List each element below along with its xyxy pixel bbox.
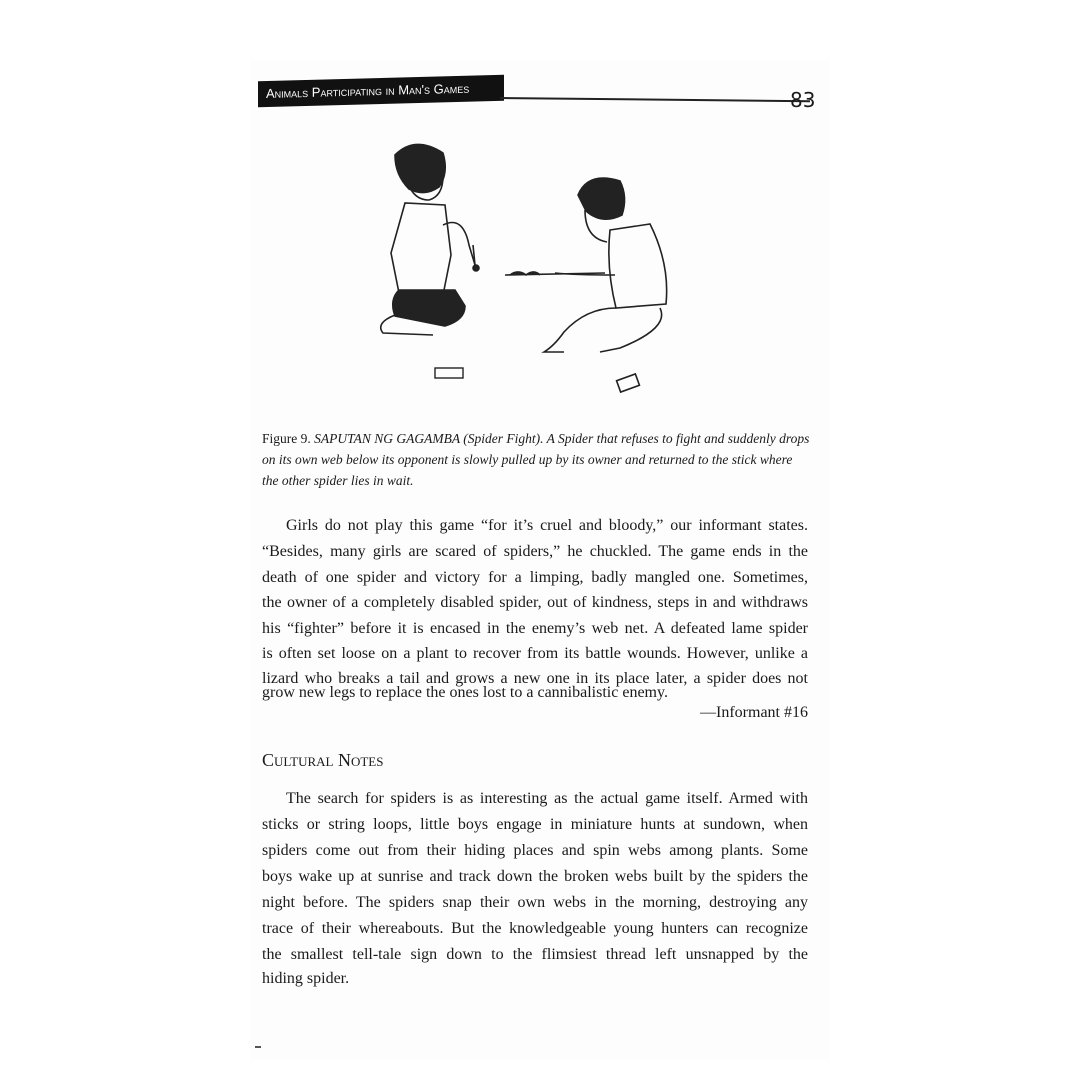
paragraph-line: the owner of a completely disabled spider, out of kindness, steps in and withdraws	[262, 594, 808, 611]
informant-attribution: —Informant #16	[700, 704, 808, 721]
paragraph-line: his “fighter” before it is encased in the enemy’s web net. A defeated lame spider	[262, 620, 808, 637]
figure-caption-text: SAPUTAN NG GAGAMBA (Spider Fight). A Spider that refuses to fight and suddenly drops on its own web below its opponent is slowly pulled up by its owner and returned to the stick where the other spider lies in wait.	[262, 431, 810, 488]
spider-fight-illustration	[360, 125, 710, 395]
margin-mark	[255, 1046, 261, 1048]
paragraph-line: death of one spider and victory for a limping, badly mangled one. Sometimes,	[262, 569, 808, 586]
paragraph-line: grow new legs to replace the ones lost to a cannibalistic enemy.	[262, 684, 668, 701]
paragraph-line: trace of their whereabouts. But the knowledgeable young hunters can recognize	[262, 920, 808, 937]
paragraph-line: Girls do not play this game “for it’s cruel and bloody,” our informant states.	[286, 517, 808, 534]
figure-caption	[262, 428, 810, 491]
paragraph-line: spiders come out from their hiding places and spin webs among plants. Some	[262, 842, 808, 859]
figure-label: Figure 9.	[262, 431, 311, 446]
paragraph-line: boys wake up at sunrise and track down the broken webs built by the spiders the	[262, 868, 808, 885]
paragraph-line: night before. The spiders snap their own webs in the morning, destroying any	[262, 894, 808, 911]
running-head: Animals Participating in Man's Games	[258, 75, 504, 107]
paragraph-line: is often set loose on a plant to recover from its battle wounds. However, unlike a	[262, 645, 808, 662]
section-heading: Cultural Notes	[262, 750, 384, 770]
paragraph-line: hiding spider.	[262, 970, 350, 987]
paragraph-line: lizard who breaks a tail and grows a new one in its place later, a spider does not	[262, 670, 808, 687]
paragraph-line: the smallest tell-tale sign down to the flimsiest thread left unsnapped by the	[262, 946, 808, 963]
paragraph-line: sticks or string loops, little boys engage in miniature hunts at sundown, when	[262, 816, 808, 833]
paragraph-line: The search for spiders is as interesting as the actual game itself. Armed with	[286, 790, 808, 807]
paragraph-line: “Besides, many girls are scared of spiders,” he chuckled. The game ends in the	[262, 543, 808, 560]
page-number: 83	[790, 88, 816, 112]
